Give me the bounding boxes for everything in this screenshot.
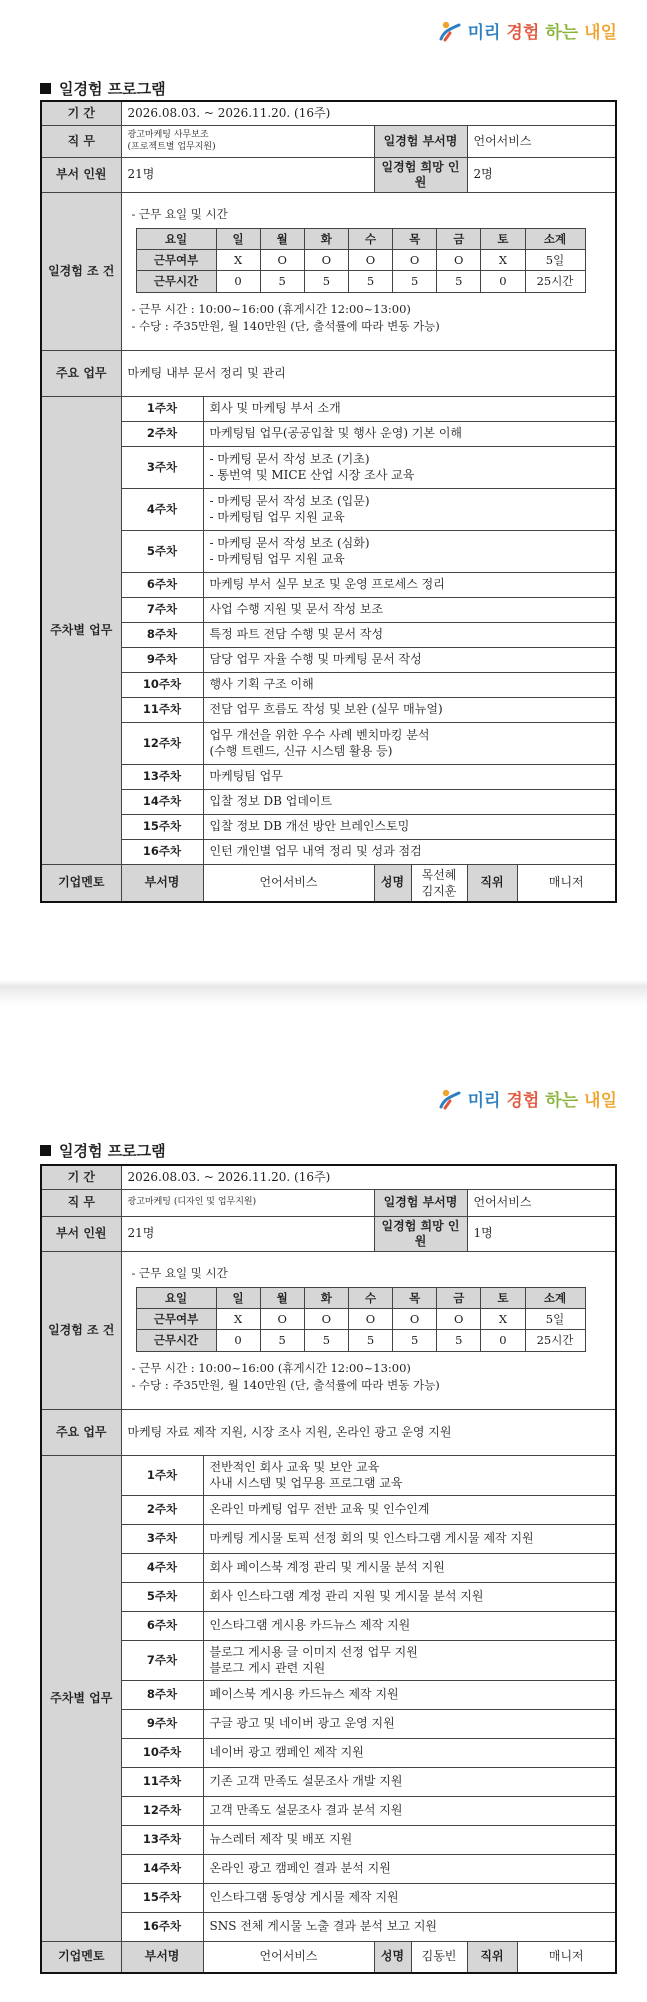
- dept-name-value: 언어서비스: [467, 1189, 616, 1216]
- week-task: 인스타그램 동영상 게시물 제작 지원: [203, 1883, 616, 1912]
- section-title-text: 일경험 프로그램: [59, 1142, 166, 1160]
- schedule-cell: O: [260, 1308, 304, 1329]
- week-row: [41, 1825, 616, 1854]
- label-mentor-title: 직위: [467, 1941, 517, 1973]
- label-mentor: 기업멘토: [41, 864, 121, 902]
- week-row: [41, 647, 616, 672]
- schedule-cell: 5일: [525, 249, 585, 270]
- schedule-header-row: [136, 228, 585, 249]
- week-task: 구글 광고 및 네이버 광고 운영 지원: [203, 1709, 616, 1738]
- week-task: SNS 전체 게시물 노출 결과 분석 보고 지원: [203, 1912, 616, 1941]
- label-mentor: 기업멘토: [41, 1941, 121, 1973]
- week-task-line: 전반적인 회사 교육 및 보안 교육: [209, 1459, 380, 1474]
- label-weekly-work: 주차별 업무: [41, 1455, 121, 1941]
- row-main-work: [41, 1409, 616, 1455]
- schedule-cell: 5: [437, 271, 481, 292]
- week-label: 11주차: [121, 1767, 203, 1796]
- schedule-cell: O: [348, 249, 392, 270]
- week-row: [41, 814, 616, 839]
- schedule-subtotal-header: 소계: [525, 1287, 585, 1308]
- row-conditions: [41, 192, 616, 350]
- week-label: 15주차: [121, 814, 203, 839]
- week-label: 13주차: [121, 764, 203, 789]
- week-task: 네이버 광고 캠페인 제작 지원: [203, 1738, 616, 1767]
- schedule-cell: 5일: [525, 1308, 585, 1329]
- week-row: [41, 672, 616, 697]
- week-row: [41, 1553, 616, 1582]
- week-label: 9주차: [121, 1709, 203, 1738]
- mentor-name-value: 김동빈: [411, 1941, 467, 1973]
- schedule-day-header: 요일: [136, 228, 216, 249]
- row-duty: [41, 125, 616, 157]
- schedule-cell: O: [260, 249, 304, 270]
- week-label: 5주차: [121, 530, 203, 572]
- schedule-cell: 5: [393, 1330, 437, 1351]
- week-task-line: (수행 트렌드, 신규 시스템 활용 등): [209, 744, 393, 758]
- schedule-day: 목: [393, 228, 437, 249]
- desired-count-value: 2명: [467, 157, 616, 192]
- week-task: 인스타그램 게시용 카드뉴스 제작 지원: [203, 1611, 616, 1640]
- week-label: 2주차: [121, 421, 203, 446]
- schedule-hours-row: [136, 271, 585, 292]
- schedule-cell: O: [348, 1308, 392, 1329]
- period-value: 2026.08.03. ~ 2026.11.20. (16주): [121, 1165, 616, 1189]
- week-task: 사업 수행 지원 및 문서 작성 보조: [203, 597, 616, 622]
- week-label: 4주차: [121, 488, 203, 530]
- week-label: 13주차: [121, 1825, 203, 1854]
- schedule-cell: 0: [216, 271, 260, 292]
- work-time-note: - 근무 시간 : 10:00~16:00 (휴게시간 12:00~13:00): [131, 301, 411, 316]
- week-task: [203, 530, 616, 572]
- label-mentor-name: 성명: [374, 864, 411, 902]
- week-label: 1주차: [121, 1455, 203, 1495]
- week-task: 회사 및 마케팅 부서 소개: [203, 396, 616, 421]
- week-row: [41, 488, 616, 530]
- week-task: 뉴스레터 제작 및 배포 지원: [203, 1825, 616, 1854]
- dept-members-value: 21명: [121, 157, 374, 192]
- week-row: [41, 446, 616, 488]
- mentor-title-value: 매니저: [517, 864, 616, 902]
- schedule-work-row: [136, 249, 585, 270]
- week-task: [203, 488, 616, 530]
- schedule-table: [136, 228, 586, 293]
- label-dept-field: 일경험 부서명: [374, 1189, 467, 1216]
- week-task: 마케팅팀 업무: [203, 764, 616, 789]
- week-label: 5주차: [121, 1582, 203, 1611]
- schedule-subtotal-header: 소계: [525, 228, 585, 249]
- week-task: 온라인 광고 캠페인 결과 분석 지원: [203, 1854, 616, 1883]
- week-task: 입찰 정보 DB 개선 방안 브레인스토밍: [203, 814, 616, 839]
- week-row: [41, 789, 616, 814]
- label-main-work: 주요 업무: [41, 350, 121, 396]
- week-task: 마케팅팀 업무(공공입찰 및 행사 운영) 기본 이해: [203, 421, 616, 446]
- schedule-day: 토: [481, 228, 525, 249]
- schedule-cell: 25시간: [525, 1330, 585, 1351]
- schedule-hours-row: [136, 1330, 585, 1351]
- schedule-cell: 5: [304, 1330, 348, 1351]
- week-label: 15주차: [121, 1883, 203, 1912]
- week-row: [41, 1738, 616, 1767]
- week-task: [203, 1455, 616, 1495]
- schedule-day: 금: [437, 1287, 481, 1308]
- schedule-cell: X: [216, 249, 260, 270]
- row-main-work: [41, 350, 616, 396]
- week-label: 3주차: [121, 446, 203, 488]
- week-task: 기존 고객 만족도 설문조사 개발 지원: [203, 1767, 616, 1796]
- week-task: 온라인 마케팅 업무 전반 교육 및 인수인계: [203, 1495, 616, 1524]
- section-title-text: 일경험 프로그램: [59, 80, 166, 98]
- week-task: [203, 446, 616, 488]
- mentor-name-line: 목선혜: [421, 867, 457, 882]
- week-label: 8주차: [121, 622, 203, 647]
- conditions-cell: [121, 1251, 616, 1409]
- schedule-hours-label: 근무시간: [136, 271, 216, 292]
- duty-value: [121, 125, 374, 157]
- row-duty: [41, 1189, 616, 1216]
- week-label: 11주차: [121, 697, 203, 722]
- week-task: 고객 만족도 설문조사 결과 분석 지원: [203, 1796, 616, 1825]
- brand-logo: [438, 1086, 617, 1111]
- label-conditions: 일경험 조 건: [41, 192, 121, 350]
- week-label: 9주차: [121, 647, 203, 672]
- schedule-cell: 5: [437, 1330, 481, 1351]
- week-task: [203, 722, 616, 764]
- conditions-cell: [121, 192, 616, 350]
- logo-figure-icon: [438, 19, 462, 43]
- pay-note: - 수당 : 주35만원, 월 140만원 (단, 출석률에 따라 변동 가능): [131, 319, 440, 334]
- schedule-cell: 5: [304, 271, 348, 292]
- schedule-cell: O: [437, 249, 481, 270]
- week-row: [41, 1767, 616, 1796]
- section-title: [40, 78, 166, 99]
- program-table-1: [40, 100, 617, 903]
- label-weekly-work: 주차별 업무: [41, 396, 121, 864]
- dept-name-value: 언어서비스: [467, 125, 616, 157]
- row-period: [41, 101, 616, 125]
- week-task-line: 블로그 게시용 글 이미지 선정 업무 지원: [209, 1644, 418, 1659]
- week-label: 16주차: [121, 839, 203, 864]
- label-dept-members: 부서 인원: [41, 1216, 121, 1251]
- schedule-cell: 5: [348, 271, 392, 292]
- duty-line-2: (프로젝트별 업무지원): [127, 142, 216, 152]
- schedule-day-header: 요일: [136, 1287, 216, 1308]
- week-row: [41, 421, 616, 446]
- page-separator: [0, 946, 647, 1046]
- week-row: [41, 1611, 616, 1640]
- week-row: [41, 622, 616, 647]
- week-row: [41, 1912, 616, 1941]
- label-conditions: 일경험 조 건: [41, 1251, 121, 1409]
- schedule-cell: 0: [481, 1330, 525, 1351]
- week-label: 12주차: [121, 722, 203, 764]
- week-row: [41, 697, 616, 722]
- label-period: 기 간: [41, 101, 121, 125]
- week-row: [41, 530, 616, 572]
- mentor-name-value: [411, 864, 467, 902]
- schedule-cell: O: [437, 1308, 481, 1329]
- week-task: 입찰 정보 DB 업데이트: [203, 789, 616, 814]
- schedule-day: 일: [216, 228, 260, 249]
- black-square-icon: [40, 1145, 51, 1156]
- row-period: [41, 1165, 616, 1189]
- row-members: [41, 1216, 616, 1251]
- logo-text-2: 경험: [506, 23, 540, 43]
- schedule-day: 일: [216, 1287, 260, 1308]
- week-label: 14주차: [121, 789, 203, 814]
- week-label: 16주차: [121, 1912, 203, 1941]
- schedule-work-label: 근무여부: [136, 1308, 216, 1329]
- week-row: [41, 764, 616, 789]
- schedule-hours-label: 근무시간: [136, 1330, 216, 1351]
- workdays-title: - 근무 요일 및 시간: [131, 206, 228, 221]
- logo-text-3: 하는: [545, 1091, 579, 1111]
- schedule-cell: O: [393, 1308, 437, 1329]
- logo-figure-icon: [438, 1087, 462, 1111]
- schedule-day: 토: [481, 1287, 525, 1308]
- week-task: 페이스북 게시용 카드뉴스 제작 지원: [203, 1680, 616, 1709]
- week-task-line: - 통번역 및 MICE 산업 시장 조사 교육: [209, 468, 415, 482]
- schedule-cell: 5: [348, 1330, 392, 1351]
- schedule-day: 화: [304, 228, 348, 249]
- schedule-cell: 5: [393, 271, 437, 292]
- schedule-cell: X: [481, 249, 525, 270]
- label-dept-members: 부서 인원: [41, 157, 121, 192]
- row-conditions: [41, 1251, 616, 1409]
- label-duty: 직 무: [41, 1189, 121, 1216]
- schedule-table: [136, 1287, 586, 1352]
- week-task: 인턴 개인별 업무 내역 정리 및 성과 점검: [203, 839, 616, 864]
- week-task-line: - 마케팅 문서 작성 보조 (심화): [209, 535, 370, 550]
- duty-value: 광고마케팅 (디자인 및 업무지원): [121, 1189, 374, 1216]
- schedule-cell: X: [481, 1308, 525, 1329]
- week-label: 7주차: [121, 597, 203, 622]
- schedule-cell: O: [304, 249, 348, 270]
- schedule-cell: O: [393, 249, 437, 270]
- week-row: [41, 572, 616, 597]
- week-label: 12주차: [121, 1796, 203, 1825]
- label-main-work: 주요 업무: [41, 1409, 121, 1455]
- week-row: [41, 1680, 616, 1709]
- week-label: 14주차: [121, 1854, 203, 1883]
- week-task-line: 사내 시스템 및 업무용 프로그램 교육: [209, 1476, 403, 1490]
- week-label: 10주차: [121, 1738, 203, 1767]
- label-period: 기 간: [41, 1165, 121, 1189]
- week-task: 특정 파트 전담 수행 및 문서 작성: [203, 622, 616, 647]
- logo-text-1: 미리: [467, 1091, 501, 1111]
- schedule-day: 목: [393, 1287, 437, 1308]
- schedule-cell: 5: [260, 1330, 304, 1351]
- row-members: [41, 157, 616, 192]
- duty-line-1: 광고마케팅 사무보조: [127, 129, 209, 140]
- week-row: [41, 839, 616, 864]
- schedule-cell: 25시간: [525, 271, 585, 292]
- week-task-line: - 마케팅팀 업무 지원 교육: [209, 552, 345, 566]
- schedule-day: 화: [304, 1287, 348, 1308]
- week-task: 마케팅 부서 실무 보조 및 운영 프로세스 정리: [203, 572, 616, 597]
- period-value: 2026.08.03. ~ 2026.11.20. (16주): [121, 101, 616, 125]
- dept-members-value: 21명: [121, 1216, 374, 1251]
- schedule-work-label: 근무여부: [136, 249, 216, 270]
- schedule-header-row: [136, 1287, 585, 1308]
- logo-text-2: 경험: [506, 1091, 540, 1111]
- week-row: [41, 1709, 616, 1738]
- week-row: [41, 722, 616, 764]
- schedule-cell: X: [216, 1308, 260, 1329]
- week-row: [41, 1796, 616, 1825]
- label-dept-field: 일경험 부서명: [374, 125, 467, 157]
- black-square-icon: [40, 83, 51, 94]
- main-work-value: 마케팅 내부 문서 정리 및 관리: [121, 350, 616, 396]
- week-task: 마케팅 게시물 토픽 선정 회의 및 인스타그램 게시물 제작 지원: [203, 1524, 616, 1553]
- week-label: 6주차: [121, 572, 203, 597]
- week-label: 6주차: [121, 1611, 203, 1640]
- week-label: 3주차: [121, 1524, 203, 1553]
- schedule-day: 수: [348, 1287, 392, 1308]
- week-label: 7주차: [121, 1640, 203, 1680]
- week-task: 회사 인스타그램 계정 관리 지원 및 게시물 분석 지원: [203, 1582, 616, 1611]
- mentor-title-value: 매니저: [517, 1941, 616, 1973]
- label-mentor-dept: 부서명: [121, 864, 203, 902]
- week-task: [203, 1640, 616, 1680]
- schedule-day: 금: [437, 228, 481, 249]
- week-task-line: - 마케팅 문서 작성 보조 (기초): [209, 451, 370, 466]
- schedule-cell: 0: [481, 271, 525, 292]
- label-mentor-dept: 부서명: [121, 1941, 203, 1973]
- week-label: 2주차: [121, 1495, 203, 1524]
- week-row: [41, 597, 616, 622]
- week-task: 행사 기획 구조 이해: [203, 672, 616, 697]
- pay-note: - 수당 : 주35만원, 월 140만원 (단, 출석률에 따라 변동 가능): [131, 1378, 440, 1393]
- logo-text-3: 하는: [545, 23, 579, 43]
- week-task: 전담 업무 흐름도 작성 및 보완 (실무 매뉴얼): [203, 697, 616, 722]
- week-row: [41, 1582, 616, 1611]
- week-label: 10주차: [121, 672, 203, 697]
- week-row: [41, 1640, 616, 1680]
- logo-text-4: 내일: [584, 1091, 617, 1111]
- week-label: 4주차: [121, 1553, 203, 1582]
- row-mentor: [41, 864, 616, 902]
- schedule-cell: O: [304, 1308, 348, 1329]
- week-row: [41, 1524, 616, 1553]
- schedule-cell: 0: [216, 1330, 260, 1351]
- week-row: [41, 1495, 616, 1524]
- mentor-dept-value: 언어서비스: [203, 864, 374, 902]
- week-row: [41, 1854, 616, 1883]
- mentor-dept-value: 언어서비스: [203, 1941, 374, 1973]
- workdays-title: - 근무 요일 및 시간: [131, 1265, 228, 1280]
- main-work-value: 마케팅 자료 제작 지원, 시장 조사 지원, 온라인 광고 운영 지원: [121, 1409, 616, 1455]
- label-duty: 직 무: [41, 125, 121, 157]
- schedule-cell: 5: [260, 271, 304, 292]
- week-label: 8주차: [121, 1680, 203, 1709]
- label-mentor-title: 직위: [467, 864, 517, 902]
- week-row: [41, 1455, 616, 1495]
- logo-text-4: 내일: [584, 23, 617, 43]
- row-mentor: [41, 1941, 616, 1973]
- week-task-line: - 마케팅팀 업무 지원 교육: [209, 510, 345, 524]
- logo-text-1: 미리: [467, 23, 501, 43]
- program-page-2: [0, 1046, 647, 2002]
- mentor-name-line: 김지훈: [421, 883, 457, 898]
- label-mentor-name: 성명: [374, 1941, 411, 1973]
- week-task: 담당 업무 자율 수행 및 마케팅 문서 작성: [203, 647, 616, 672]
- label-desired-count: 일경험 희망 인원: [374, 1216, 467, 1251]
- schedule-day: 수: [348, 228, 392, 249]
- label-desired-count: 일경험 희망 인원: [374, 157, 467, 192]
- week-row: [41, 396, 616, 421]
- desired-count-value: 1명: [467, 1216, 616, 1251]
- schedule-day: 월: [260, 228, 304, 249]
- program-table-2: [40, 1164, 617, 1974]
- brand-logo: [438, 18, 617, 43]
- schedule-work-row: [136, 1308, 585, 1329]
- section-title: [40, 1140, 166, 1161]
- work-time-note: - 근무 시간 : 10:00~16:00 (휴게시간 12:00~13:00): [131, 1360, 411, 1375]
- week-task-line: - 마케팅 문서 작성 보조 (입문): [209, 493, 370, 508]
- week-label: 1주차: [121, 396, 203, 421]
- week-row: [41, 1883, 616, 1912]
- week-task-line: 블로그 게시 관련 지원: [209, 1661, 326, 1675]
- week-task-line: 업무 개선을 위한 우수 사례 벤치마킹 분석: [209, 727, 430, 742]
- week-task: 회사 페이스북 계정 관리 및 게시물 분석 지원: [203, 1553, 616, 1582]
- schedule-day: 월: [260, 1287, 304, 1308]
- program-page-1: [0, 0, 647, 946]
